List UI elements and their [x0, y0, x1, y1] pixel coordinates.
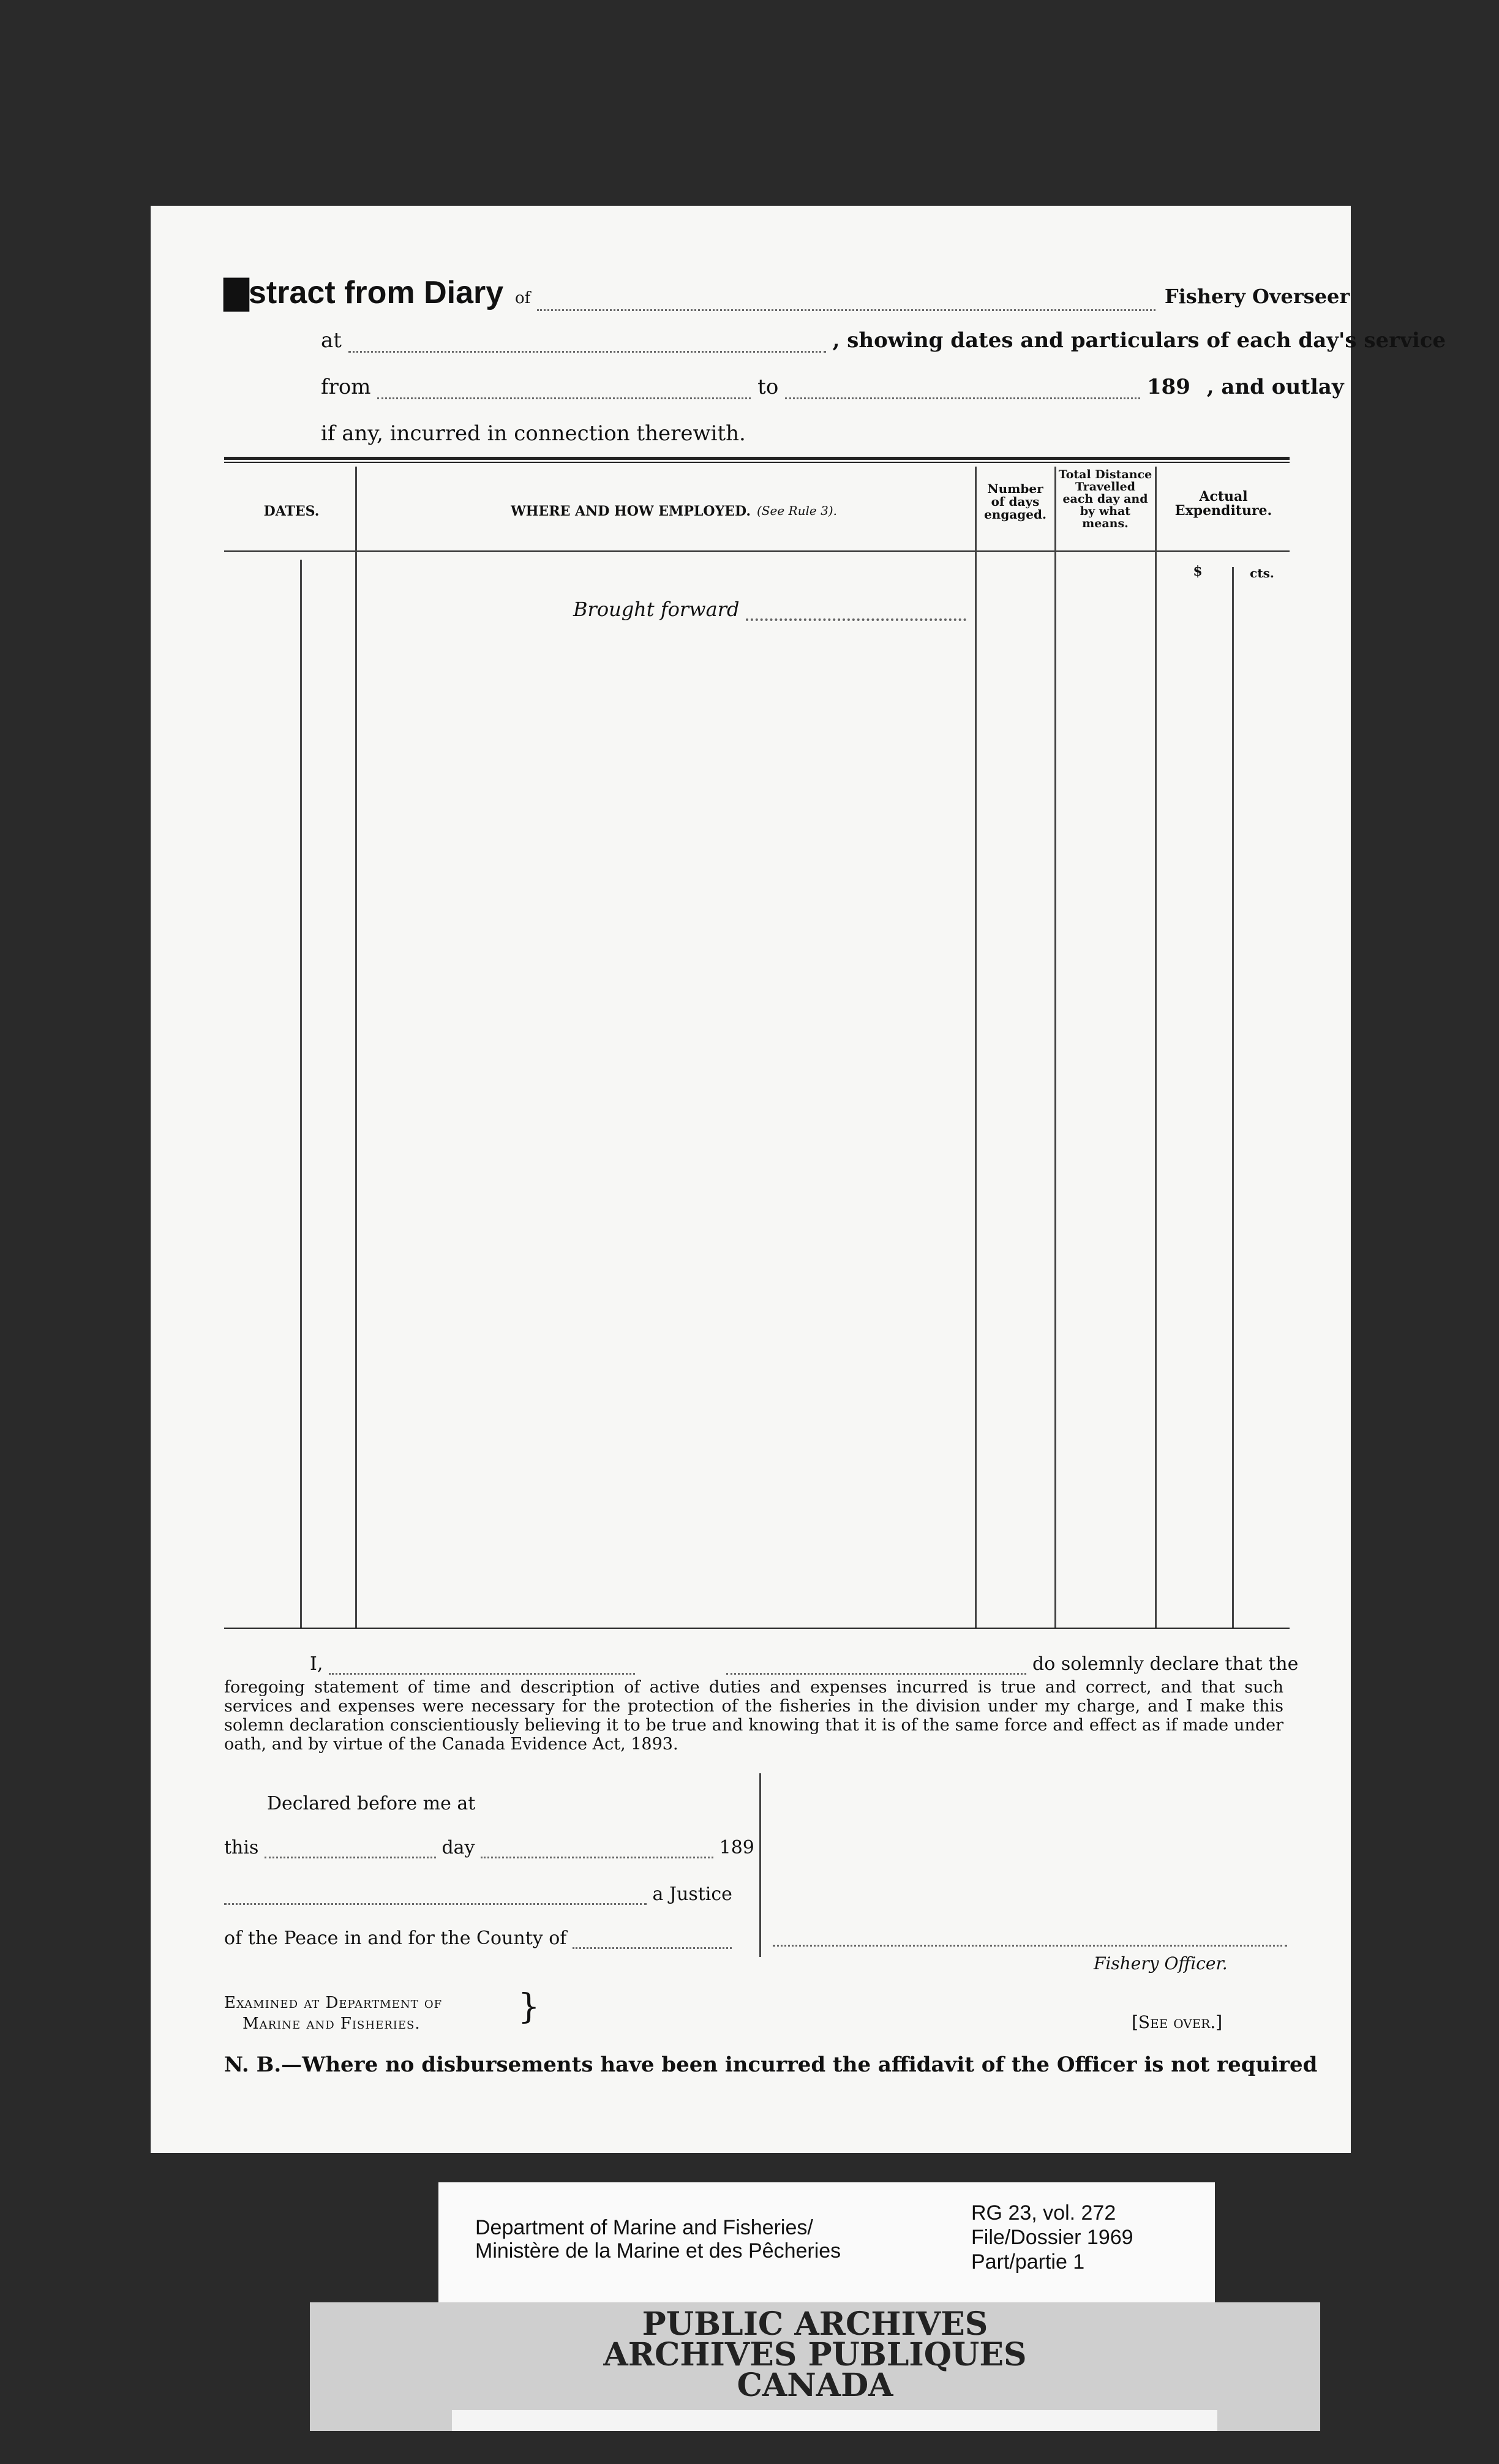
header-where-note: (See Rule 3). [757, 503, 837, 518]
from-label: from [321, 375, 371, 399]
dates-inner-rule [300, 560, 302, 1628]
day-label: day [441, 1837, 475, 1858]
at-field[interactable] [348, 350, 826, 353]
nb-note: N. B.—Where no disbursements have been incurred the affidavit of the Officer is not required [224, 2053, 1318, 2077]
justice-row [224, 1884, 732, 1905]
brought-forward-label: Brought forward [573, 598, 740, 621]
of-label: of [514, 289, 531, 307]
from-row [321, 375, 1344, 399]
do-solemnly-label: do solemnly declare that the [1032, 1653, 1299, 1675]
table-bottom-rule [224, 1628, 1290, 1629]
distance-col-rule [1155, 467, 1157, 1628]
file-reference: File/Dossier 1969 [971, 2226, 1133, 2249]
public-archives-stamp [310, 2302, 1320, 2431]
header-expenditure: Actual Expenditure. [1174, 489, 1272, 519]
month-field[interactable] [481, 1856, 713, 1858]
county-field[interactable] [573, 1947, 732, 1949]
officer-signature-field[interactable] [773, 1945, 1287, 1947]
at-row [321, 328, 1446, 353]
year-label-2: 189 [719, 1837, 754, 1858]
year-label: 189 [1146, 375, 1190, 399]
day-field[interactable] [265, 1856, 436, 1858]
table-top-rule-2 [224, 462, 1290, 463]
header-dates: DATES. [263, 503, 320, 519]
and-outlay-label: , and outlay [1206, 375, 1344, 399]
header-where: WHERE AND HOW EMPLOYED. [511, 503, 751, 519]
header-days: Number of days engaged. [984, 481, 1046, 522]
see-over-label: [See over.] [1132, 2012, 1223, 2032]
a-justice-label: a Justice [652, 1884, 732, 1905]
to-label: to [757, 375, 779, 399]
dept-en: Department of Marine and Fisheries/ [475, 2216, 813, 2239]
examined-brace: } [518, 1987, 540, 2027]
declaration-body: foregoing statement of time and description of active duties and expenses incurred is true and correct, and that such services and expenses were necessary for the protection of the fisheries in the division under my charge, and I make this solemn declaration conscientiously believing it to be true and knowing that it is of the same force and effect as if made under oath, and by virtue of the Canada Evidence Act, 1893. [224, 1678, 1283, 1754]
cents-col-rule [1232, 567, 1234, 1628]
title-row [224, 274, 1350, 311]
stamp-line-3: CANADA [737, 2367, 893, 2404]
showing-label: , showing dates and particulars of each day's service [832, 328, 1446, 353]
overseer-name-field[interactable] [537, 309, 1155, 311]
at-label: at [321, 328, 342, 353]
dollar-sign: $ [1193, 563, 1203, 579]
form-title: stract from Diary [249, 275, 504, 310]
declaration-first-line [310, 1653, 1298, 1675]
declared-before-label: Declared before me at [267, 1793, 476, 1814]
dates-col-rule [355, 467, 357, 1628]
where-col-rule [975, 467, 977, 1628]
declarant-title-field[interactable] [726, 1672, 1026, 1675]
fishery-officer-label: Fishery Officer. [1094, 1953, 1228, 1974]
cents-label: cts. [1250, 566, 1274, 580]
declarant-i: I, [310, 1653, 323, 1675]
justice-field[interactable] [224, 1902, 647, 1905]
this-label: this [224, 1837, 259, 1858]
to-field[interactable] [785, 397, 1140, 399]
stamp-line-1: PUBLIC ARCHIVES [642, 2305, 988, 2343]
form-page [151, 206, 1446, 2153]
table-top-rule [224, 457, 1290, 460]
header-distance: Total Distance Travelled each day and by what means. [1058, 468, 1152, 530]
brace-line [759, 1773, 761, 1957]
rg-reference: RG 23, vol. 272 [971, 2201, 1116, 2225]
examined-line-2: Marine and Fisheries. [242, 2015, 421, 2033]
title-mark: ▇ [224, 275, 249, 310]
stamp-line-2: ARCHIVES PUBLIQUES [603, 2336, 1027, 2373]
brought-forward-leader [746, 618, 966, 621]
archive-label-card [438, 2182, 1215, 2305]
this-day-row [224, 1837, 754, 1858]
part-reference: Part/partie 1 [971, 2250, 1085, 2274]
if-any-row: if any, incurred in connection therewith. [321, 421, 746, 446]
of-the-peace-label: of the Peace in and for the County of [224, 1928, 567, 1949]
dept-fr: Ministère de la Marine et des Pêcheries [475, 2239, 841, 2263]
days-col-rule [1054, 467, 1056, 1628]
table-header-rule [224, 550, 1290, 552]
stamp-white-strip [452, 2410, 1217, 2431]
county-row [224, 1928, 732, 1949]
from-field[interactable] [377, 397, 751, 399]
brought-forward [573, 598, 966, 621]
examined-line-1: Examined at Department of [224, 1994, 443, 2012]
fishery-overseer-label: Fishery Overseer [1164, 285, 1350, 308]
declarant-name-field[interactable] [329, 1672, 635, 1675]
